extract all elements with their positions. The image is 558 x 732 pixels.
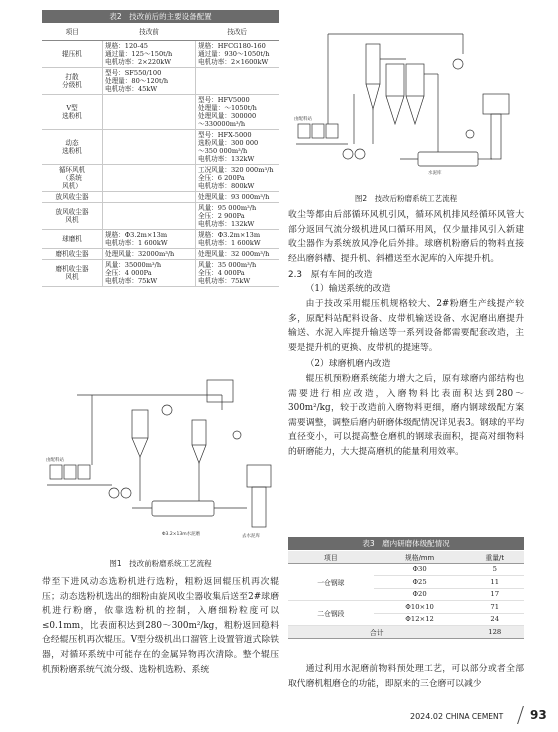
table-cell-before [103, 203, 196, 230]
table-cell-before [103, 95, 196, 130]
table-row [42, 68, 279, 95]
cell-line: 动态 [65, 139, 79, 147]
weight-cell: 17 [466, 588, 525, 601]
cell-line: 风量：35000m³/h [105, 261, 162, 269]
spec-cell: Φ10×10 [374, 601, 466, 614]
paragraph: 带至下进风动态选粉机进行选粉，粗粉返回辊压机再次辊压；动态选粉机选出的细粉由旋风收尘器收集后送至2#球磨机进行粉磨，依靠选粉机的控制，入磨细粉粒度可以≤0.1mm，比表面积达到280～300m²/kg，粗粉返回稳料仓经辊压机再次辊压。V型分级机出口溜管上设置管道式除铁器，对循环系统中可能存在的金属异物再次清除。整个辊压机预粉磨系统气流分级、选粉机选粉、系统 [42, 577, 279, 675]
cell-line: 风量：35 000m³/h [198, 261, 257, 269]
table-cell-item [42, 192, 103, 203]
paragraph: 通过利用水泥磨前物料预处理工艺，可以部分或者全部取代磨机粗磨仓的功能，即原来的三仓磨可以减少 [288, 664, 524, 689]
right-body-text-end [288, 662, 524, 691]
cell-line: 球磨机 [62, 235, 82, 243]
cell-line: 处理风量：32 000m³/h [198, 250, 270, 258]
cell-line: 电机功率：800kW [198, 182, 255, 190]
table-row [288, 563, 524, 576]
table-cell-item [42, 260, 103, 287]
section-heading-2-3: 2.3 原有车间的改造 [288, 270, 373, 281]
table-row [42, 230, 279, 249]
table-row [42, 130, 279, 165]
page-number: 93 [530, 708, 547, 722]
table-cell-item [42, 95, 103, 130]
group-name-cell: 一仓钢球 [288, 563, 374, 601]
cell-line: 电机功率：75kW [105, 277, 158, 285]
table-cell-before [103, 41, 196, 68]
svg-text:由配料站: 由配料站 [46, 458, 64, 463]
subsection-heading-1: （1）输送系统的改造 [305, 284, 391, 295]
table-cell-after [196, 192, 280, 203]
table-cell-after [196, 68, 280, 95]
figure1-diagram [42, 375, 279, 550]
footer-divider [517, 706, 524, 724]
cell-line: 选粉机 [62, 112, 82, 120]
cell-line: ～350 000m³/h [198, 147, 248, 155]
table-cell-before [103, 130, 196, 165]
total-value: 128 [466, 626, 525, 639]
cell-line: 全压：4 000Pa [105, 269, 152, 277]
cell-line: 全压：2 900Pa [198, 212, 245, 220]
cell-line: 电机功率：132kW [198, 155, 255, 163]
table-cell-item [42, 230, 103, 249]
cell-line: 型号：HFX-5000 [198, 131, 252, 139]
col-header-before: 技改前 [103, 24, 196, 41]
cell-line: 风机） [62, 182, 82, 190]
table-cell-after [196, 165, 280, 192]
paragraph: 辊压机预粉磨系统能力增大之后，原有球磨内部结构也需要进行相应改造，入磨物料比表面积达到280～300m²/kg，较于改造前入磨物料更细，磨内钢球级配方案需要调整，调整后磨内研磨体级配情况详见表3。钢球的平均直径变小，可以提高整仓磨机的钢球表面积，提高对细物料的研磨能力，大大提高磨机的能量利用效率。 [288, 373, 524, 457]
svg-text:水泥库: 水泥库 [428, 171, 442, 176]
cell-line: 处理风量：93 000m³/h [198, 193, 270, 201]
col-header-item: 项目 [42, 24, 103, 41]
cell-line: 处理风量：32000m³/h [105, 250, 175, 258]
figure2-diagram [288, 14, 524, 190]
cell-line: 电机功率：1 600kW [105, 239, 168, 247]
table-row [42, 203, 279, 230]
cell-line: 电机功率：132kW [198, 220, 255, 228]
table-row [42, 41, 279, 68]
total-label: 合计 [288, 626, 466, 639]
cell-line: 磨机收尘器 [55, 265, 89, 273]
cell-line: 处理量：～1050t/h [198, 104, 257, 112]
cell-line: 放风收尘器 [55, 208, 89, 216]
cell-line: 规格：120-45 [105, 42, 148, 50]
table-row [42, 260, 279, 287]
table2-title: 表2 技改前后的主要设备配置 [42, 10, 279, 23]
col-header-after: 技改后 [196, 24, 280, 41]
cell-line: （系统 [62, 174, 82, 182]
cell-line: 风机 [65, 216, 79, 224]
table-cell-item [42, 249, 103, 260]
figure2-caption: 图2 技改后粉磨系统工艺流程 [354, 194, 458, 203]
cell-line: 全压：6 200Pa [198, 174, 245, 182]
cell-line: 工况风量：320 000m³/h [198, 166, 274, 174]
weight-cell: 11 [466, 576, 525, 589]
table-cell-item [42, 203, 103, 230]
table-cell-before [103, 68, 196, 95]
col-header-item: 项目 [288, 551, 374, 563]
cell-line: 风机 [65, 273, 79, 281]
cell-line: 打散 [65, 73, 79, 81]
paragraph: 收尘等都由后部循环风机引风，循环风机排风经循环风管大部分返回气流分级机进风口循环用风，仅少量排风引入新建收尘器作为系统放风净化后外排。球磨机粉磨后的物料直接经出磨斜槽、提升机、斜槽送至水泥库的入库提升机。 [288, 210, 524, 264]
left-body-text [42, 575, 279, 677]
spec-cell: Φ30 [374, 563, 466, 576]
table-cell-after [196, 230, 280, 249]
table-cell-after [196, 260, 280, 287]
col-header-spec: 规格/mm [374, 551, 466, 563]
issue-date: 2024.02 [410, 712, 444, 721]
cell-line: 分级机 [62, 81, 82, 89]
cell-line: 电机功率：2×1600kW [198, 58, 269, 66]
svg-text:由配料站: 由配料站 [294, 117, 312, 122]
equipment-table [42, 24, 279, 287]
table-header-row [288, 551, 524, 563]
total-row [288, 626, 524, 639]
cell-line: 辊压机 [62, 50, 82, 58]
cell-line: 处理量：80～120t/h [105, 77, 169, 85]
table-cell-item [42, 165, 103, 192]
table-row [42, 165, 279, 192]
figure1-caption: 图1 技改前粉磨系统工艺流程 [109, 559, 212, 568]
footer-issue [410, 712, 503, 721]
cell-line: 风量：95 000m³/h [198, 204, 257, 212]
svg-text:Φ3.2×13m水泥磨: Φ3.2×13m水泥磨 [162, 532, 201, 537]
col-header-weight: 重量/t [466, 551, 525, 563]
spec-cell: Φ25 [374, 576, 466, 589]
table-cell-item [42, 68, 103, 95]
paragraph: 由于技改采用辊压机规格较大、2#粉磨生产线提产较多，原配料站配料设备、皮带机输送设备、水泥磨出磨提升输送、水泥入库提升输送等一系列设备都需要配套改造，主要是提升机的更换、皮带机的提速等。 [288, 298, 524, 353]
weight-cell: 24 [466, 613, 525, 626]
cell-line: 规格：Φ3.2m×13m [198, 231, 261, 239]
cell-line: 电机功率：45kW [105, 85, 158, 93]
cell-line: 规格：HFCG180-160 [198, 42, 266, 50]
table-cell-item [42, 41, 103, 68]
table-cell-before [103, 249, 196, 260]
cell-line: 型号：SF550/100 [105, 69, 162, 77]
table-cell-after [196, 203, 280, 230]
cell-line: 电机功率：2×220kW [105, 58, 172, 66]
table-cell-before [103, 230, 196, 249]
table-row [42, 249, 279, 260]
table-cell-before [103, 165, 196, 192]
table3-title: 表3 磨内研磨体级配情况 [288, 537, 524, 550]
svg-text:去水泥库: 去水泥库 [242, 534, 260, 539]
cell-line: 通过量：930～1050t/h [198, 50, 270, 58]
table-header-row [42, 24, 279, 41]
table-cell-after [196, 130, 280, 165]
table-cell-after [196, 95, 280, 130]
table-cell-before [103, 260, 196, 287]
spec-cell: Φ12×12 [374, 613, 466, 626]
cell-line: 放风收尘器 [55, 193, 89, 201]
subsection-heading-2: （2）球磨机磨内改造 [305, 359, 391, 370]
table-row [288, 601, 524, 614]
table-cell-item [42, 130, 103, 165]
cell-line: 型号：HFV5000 [198, 96, 250, 104]
cell-line: 选粉风量：300 000 [198, 139, 259, 147]
weight-cell: 71 [466, 601, 525, 614]
table-cell-before [103, 192, 196, 203]
cell-line: V型 [66, 104, 78, 112]
table-row [42, 192, 279, 203]
grinding-media-table [288, 551, 524, 639]
cell-line: 磨机收尘器 [55, 250, 89, 258]
table-cell-after [196, 41, 280, 68]
cell-line: 电机功率：75kW [198, 277, 251, 285]
cell-line: 处理风量：300000 [198, 112, 257, 120]
table-row [42, 95, 279, 130]
cell-line: 循环风机 [58, 166, 86, 174]
group-name-cell: 二仓钢段 [288, 601, 374, 626]
right-body-text [288, 208, 524, 460]
cell-line: ～330000m³/h [198, 120, 246, 128]
cell-line: 规格：Φ3.2m×13m [105, 231, 168, 239]
weight-cell: 5 [466, 563, 525, 576]
cell-line: 选粉机 [62, 147, 82, 155]
cell-line: 电机功率：1 600kW [198, 239, 261, 247]
spec-cell: Φ20 [374, 588, 466, 601]
cell-line: 通过量：125～150t/h [105, 50, 173, 58]
brand-name: CHINA CEMENT [445, 712, 504, 721]
cell-line: 全压：4 000Pa [198, 269, 245, 277]
table-cell-after [196, 249, 280, 260]
